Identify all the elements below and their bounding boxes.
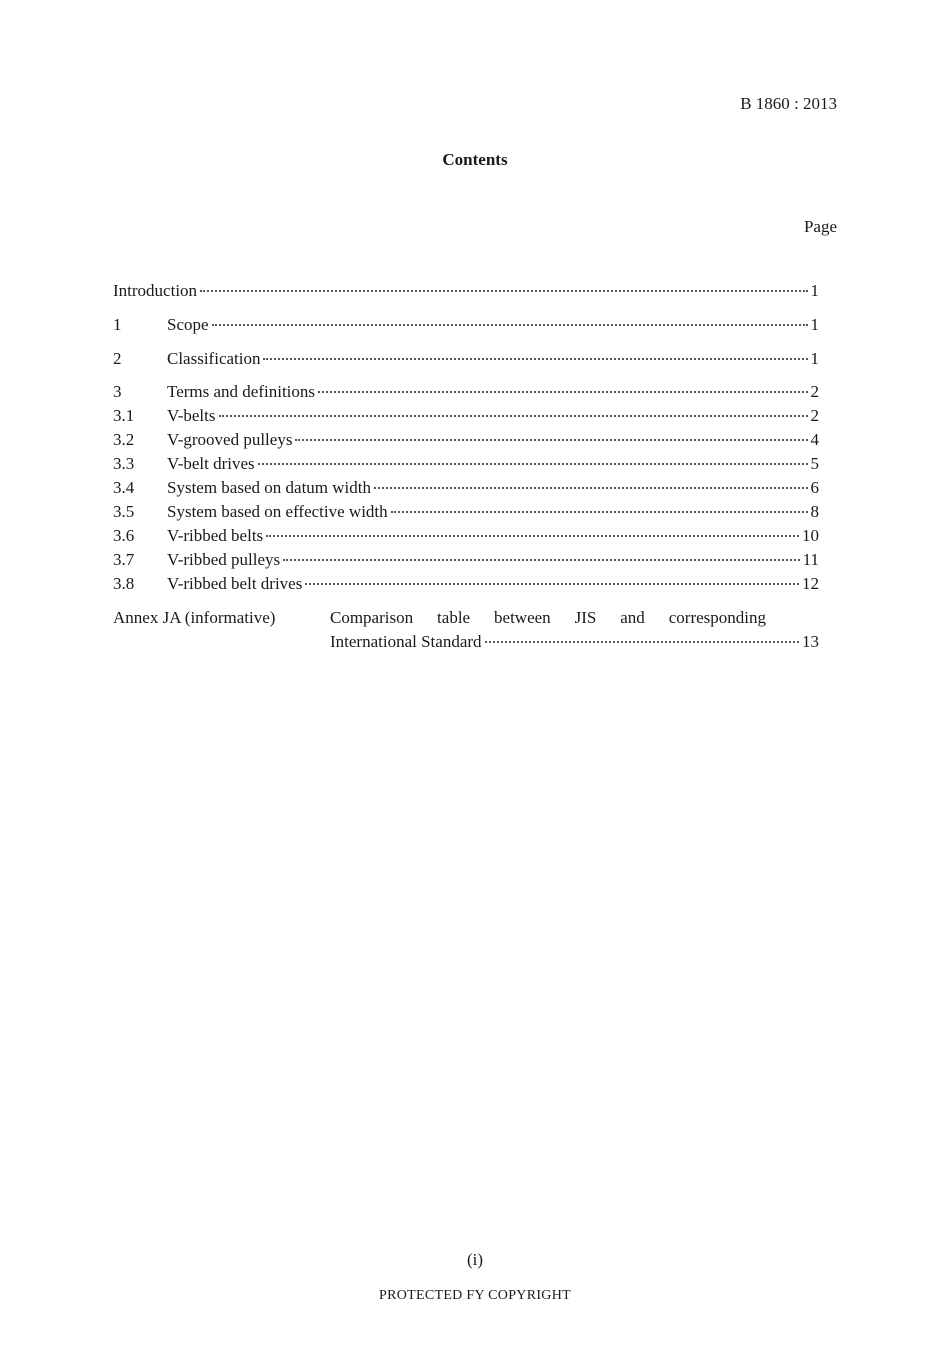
toc-entry-introduction[interactable] (113, 281, 819, 303)
document-number: B 1860 : 2013 (740, 94, 837, 113)
annex-label: Annex JA (informative) (113, 608, 276, 627)
toc-entry-page: 12 (802, 574, 819, 593)
toc-entry-title: Terms and definitions (167, 382, 316, 401)
toc-entry-number: 3.2 (113, 430, 135, 449)
toc-entry-number: 3.3 (113, 454, 135, 473)
toc-entry-title: System based on effective width (167, 502, 388, 521)
toc-entry-page: 1 (810, 349, 819, 368)
toc-entry-page: 5 (810, 454, 819, 473)
annex-page: 13 (802, 632, 819, 651)
dot-leader (266, 535, 799, 537)
dot-leader (295, 439, 807, 441)
toc-entry-number: 3.5 (113, 502, 135, 521)
toc-entry-datum-width[interactable] (113, 478, 819, 500)
toc-entry-number: 3.1 (113, 406, 135, 425)
annex-title-line2-row (330, 632, 819, 652)
toc-entry-number: 3.7 (113, 550, 135, 569)
dot-leader (212, 324, 808, 326)
toc-entry-number: 3.6 (113, 526, 135, 545)
toc-entry-v-ribbed-belt-drives[interactable] (113, 574, 819, 596)
toc-entry-title: Classification (167, 349, 261, 368)
annex-title-line2: International Standard (330, 632, 482, 651)
dot-leader (485, 641, 799, 643)
toc-entry-title: Introduction (113, 281, 198, 300)
toc-entry-scope[interactable] (113, 315, 819, 337)
toc-entry-title: V-belt drives (167, 454, 255, 473)
toc-entry-page: 6 (810, 478, 819, 497)
toc-entry-number: 2 (113, 349, 122, 368)
toc-entry-page: 2 (810, 406, 819, 425)
page-column-label: Page (803, 217, 837, 236)
toc-entry-page: 10 (802, 526, 819, 545)
toc-entry-number: 1 (113, 315, 122, 334)
page-folio: (i) (466, 1250, 484, 1269)
toc-entry-classification[interactable] (113, 349, 819, 371)
dot-leader (200, 290, 807, 292)
toc-entry-page: 4 (810, 430, 819, 449)
toc-entry-title: V-belts (167, 406, 216, 425)
dot-leader (374, 487, 808, 489)
toc-entry-title: V-ribbed belt drives (167, 574, 303, 593)
page-title: Contents (442, 150, 508, 169)
toc-entry-number: 3 (113, 382, 122, 401)
dot-leader (283, 559, 799, 561)
toc-entry-number: 3.8 (113, 574, 135, 593)
toc-entry-page: 11 (802, 550, 819, 569)
toc-entry-page: 8 (810, 502, 819, 521)
toc-entry-effective-width[interactable] (113, 502, 819, 524)
toc-entry-page: 2 (810, 382, 819, 401)
toc-entry-number: 3.4 (113, 478, 135, 497)
toc-entry-annex-ja[interactable] (113, 608, 819, 656)
annex-title-line1: Comparison table between JIS and corresponding (330, 608, 766, 627)
toc-entry-title: V-ribbed belts (167, 526, 264, 545)
dot-leader (258, 463, 808, 465)
dot-leader (219, 415, 808, 417)
dot-leader (391, 511, 808, 513)
toc-entry-v-ribbed-belts[interactable] (113, 526, 819, 548)
dot-leader (263, 358, 807, 360)
toc-entry-page: 1 (810, 315, 819, 334)
toc-entry-terms-and-definitions[interactable] (113, 382, 819, 404)
toc-entry-title: Scope (167, 315, 209, 334)
toc-entry-v-belts[interactable] (113, 406, 819, 428)
dot-leader (305, 583, 799, 585)
toc-entry-title: V-grooved pulleys (167, 430, 293, 449)
toc-entry-title: V-ribbed pulleys (167, 550, 281, 569)
copyright-notice: PROTECTED FY COPYRIGHT (379, 1288, 571, 1303)
toc-entry-page: 1 (810, 281, 819, 300)
toc-entry-v-ribbed-pulleys[interactable] (113, 550, 819, 572)
toc-entry-v-grooved-pulleys[interactable] (113, 430, 819, 452)
dot-leader (318, 391, 807, 393)
toc-entry-title: System based on datum width (167, 478, 371, 497)
toc-entry-v-belt-drives[interactable] (113, 454, 819, 476)
